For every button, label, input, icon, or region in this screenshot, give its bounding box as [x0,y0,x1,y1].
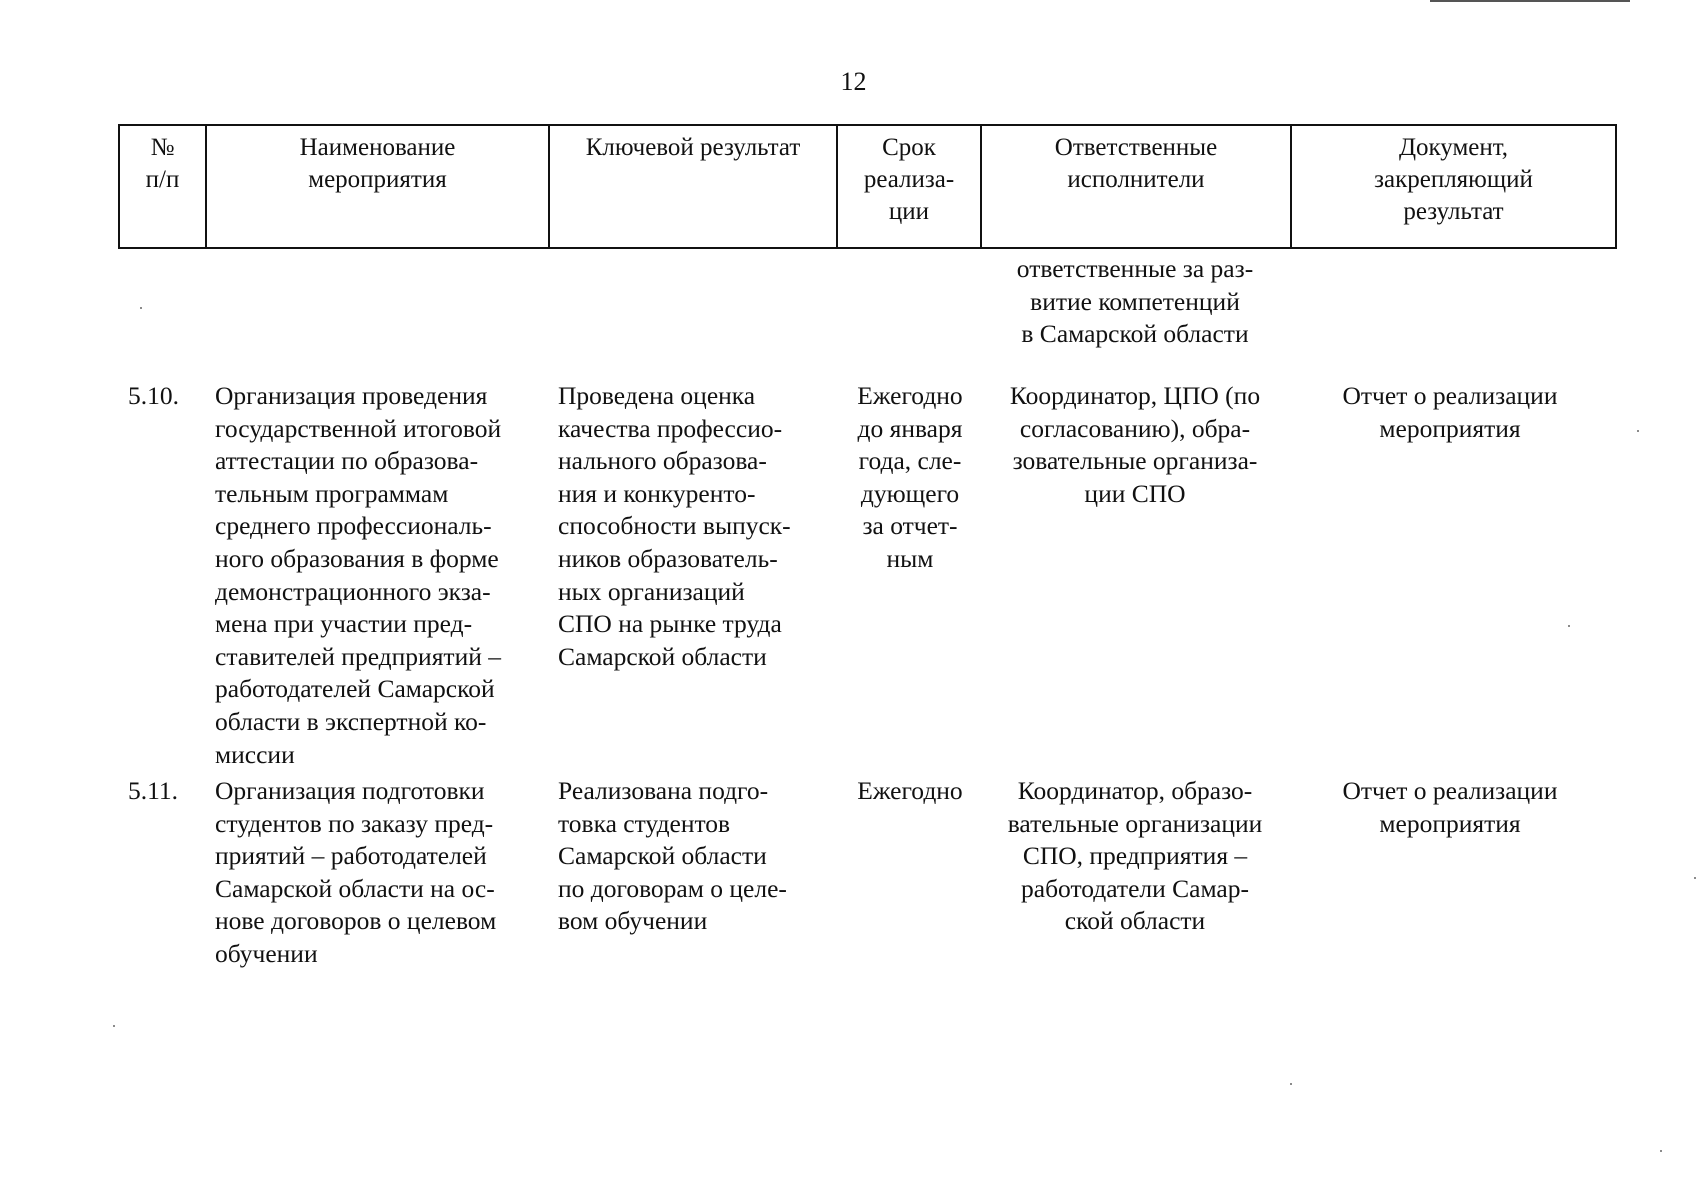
header-document [1291,125,1616,248]
header-line: Ключевой результат [585,134,801,161]
text-line: Реализована подго- [558,776,769,805]
text-line: аттестации по образова- [215,446,479,476]
header-responsible [981,125,1291,248]
cell-term [840,380,980,576]
header-line: мероприятия [308,166,447,193]
header-number [119,125,206,248]
header-line: закрепляющий [1374,166,1533,193]
cell-name [215,775,496,971]
text-line: качества профессио- [558,413,783,443]
text-line: по договорам о целе- [558,873,787,903]
text-line: студентов по заказу пред- [215,808,494,838]
header-line: Документ, [1398,134,1509,161]
scan-speck [1637,430,1639,432]
text-line: года, сле- [858,446,962,476]
text-line: демонстрационного экза- [215,576,491,606]
text-line: области в экспертной ко- [215,706,487,736]
text-line: мероприятия [1379,808,1521,838]
text-line: государственной итоговой [215,413,502,443]
text-line: вом обучении [558,906,708,936]
text-line: Самарской области на ос- [215,873,495,903]
header-result [549,125,837,248]
table-row-continuation [0,253,1707,353]
text-line: ставителей предприятий – [215,641,501,671]
header-line: ции [888,198,930,225]
scan-speck [1660,1150,1662,1152]
cell-responsible [985,380,1285,510]
cell-responsible [985,775,1285,938]
cell-document [1290,775,1610,840]
text-line: работодателей Самарской [215,674,495,704]
text-line: ответственные за раз- [1016,254,1254,283]
text-line: зовательные организа- [1012,446,1258,476]
scan-speck [140,307,142,309]
text-line: СПО на рынке труда [558,609,782,639]
text-line: Проведена оценка [558,381,756,410]
text-line: Самарской области [558,641,767,671]
text-line: мена при участии пред- [215,609,473,639]
table-row [0,775,1707,975]
text-line: ного образования в форме [215,543,499,573]
text-line: ников образователь- [558,543,778,573]
header-line: Ответственные [1054,134,1218,161]
cell-document [1290,380,1610,445]
text-line: Отчет о реализации [1342,776,1558,805]
text-line: до января [857,413,963,443]
header-line: реализа- [863,166,955,193]
page-number: 12 [840,67,867,96]
cell-result [558,775,787,938]
table-row [0,380,1707,775]
text-line: нального образова- [558,446,767,476]
text-line: способности выпуск- [558,511,791,541]
header-line: результат [1403,198,1504,225]
text-line: ния и конкуренто- [558,478,756,508]
text-line: обучении [215,938,318,968]
text-line: ных организаций [558,576,745,606]
text-line: за отчет- [862,511,958,541]
header-name [206,125,549,248]
text-line: работодатели Самар- [1021,873,1249,903]
header-line: Срок [882,134,936,161]
text-line: Ежегодно [857,776,963,805]
header-line: исполнители [1067,166,1205,193]
top-rule [1430,0,1630,2]
cell-responsible [985,253,1285,351]
text-line: ным [886,543,934,573]
text-line: Организация подготовки [215,776,485,805]
text-line: Координатор, ЦПО (по [1009,381,1261,410]
cell-number: 5.10. [128,381,179,410]
text-line: Самарской области [558,841,767,871]
header-line: № [150,134,175,161]
header-line: п/п [145,166,180,193]
text-line: согласованию), обра- [1019,413,1251,443]
text-line: дующего [860,478,960,508]
text-line: Координатор, образо- [1017,776,1253,805]
text-line: мероприятия [1379,413,1521,443]
scan-speck [113,1025,115,1027]
text-line: миссии [215,739,295,769]
scan-speck [1568,625,1570,627]
text-line: товка студентов [558,808,731,838]
text-line: Организация проведения [215,381,488,410]
text-line: нове договоров о целевом [215,906,497,936]
text-line: среднего профессиональ- [215,511,492,541]
text-line: СПО, предприятия – [1022,841,1248,871]
cell-name [215,380,501,771]
text-line: в Самарской области [1021,319,1249,349]
table-header [118,124,1617,249]
text-line: ции СПО [1084,478,1186,508]
text-line: приятий – работодателей [215,841,487,871]
header-term [837,125,981,248]
header-line: Наименование [299,134,456,161]
cell-result [558,380,791,673]
text-line: вательные организации [1007,808,1263,838]
text-line: тельным программам [215,478,449,508]
text-line: ской области [1064,906,1206,936]
text-line: Ежегодно [857,381,963,410]
cell-number: 5.11. [128,776,179,805]
scan-speck [1694,877,1696,879]
text-line: Отчет о реализации [1342,381,1558,410]
scan-speck [1290,1083,1292,1085]
text-line: витие компетенций [1030,286,1240,316]
cell-term [840,775,980,808]
